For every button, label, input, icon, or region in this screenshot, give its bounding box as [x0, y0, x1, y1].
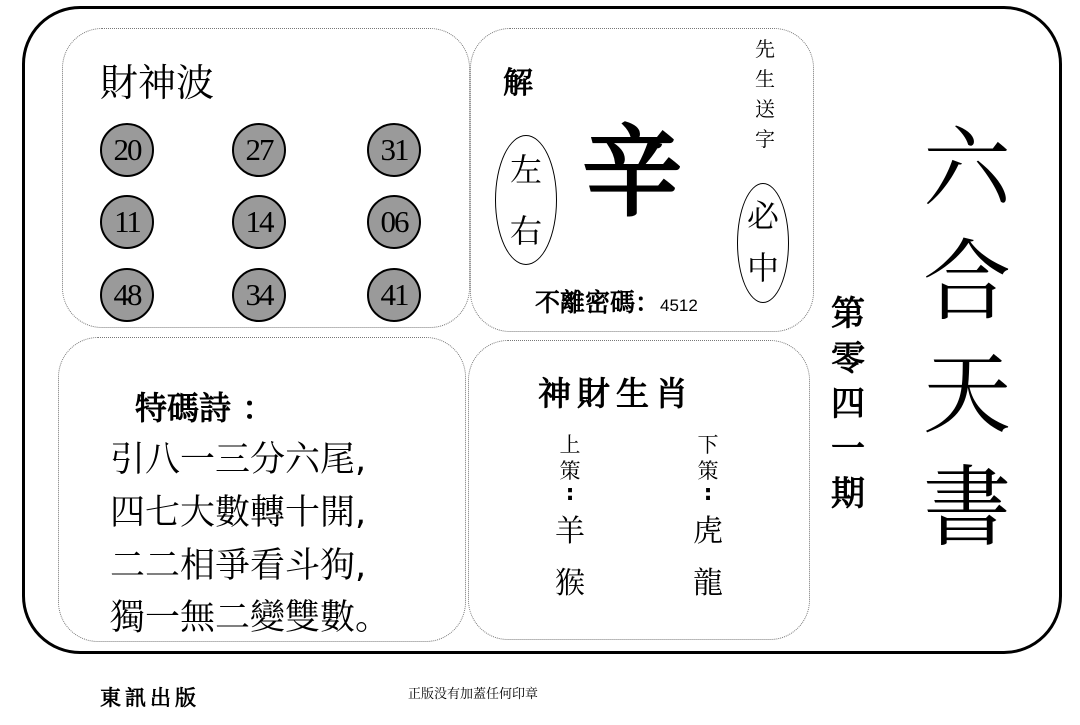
number-ball: 20: [100, 123, 154, 177]
publisher: 東訊出版: [100, 686, 200, 710]
number-ball: 27: [232, 123, 286, 177]
poem-line: 獨一無二變雙數。: [110, 598, 391, 638]
number-ball: 41: [367, 268, 421, 322]
oval-right-char: 右: [509, 212, 542, 250]
poem-line: 引八一三分六尾,: [110, 440, 367, 480]
mima-value: 4512: [660, 296, 698, 315]
mima-label: 不離密碼：: [535, 288, 661, 317]
poem-line: 二二相爭看斗狗,: [110, 546, 367, 586]
oval-left-char: 左: [509, 151, 542, 189]
shengxiao-title: 神財生肖: [538, 374, 694, 413]
caishen-title: 財神波: [100, 61, 215, 105]
vertical-text: 先 生 送 字: [755, 37, 775, 151]
poem-line: 四七大數轉十開,: [110, 493, 367, 533]
number-ball: 14: [232, 195, 286, 249]
poem-title: 特碼詩 ：: [135, 389, 275, 427]
number-ball: 06: [367, 195, 421, 249]
notice: 正版没有加蓋任何印章: [408, 687, 539, 702]
upper-strategy: 上 策 : 羊 猴: [555, 433, 585, 601]
jie-label: 解: [503, 66, 533, 101]
main-title: 六 合 天 書: [922, 117, 1011, 559]
number-ball: 34: [232, 268, 286, 322]
number-ball: 48: [100, 268, 154, 322]
main-character: 辛: [582, 114, 682, 231]
number-ball: 31: [367, 123, 421, 177]
mima-line: [535, 283, 698, 319]
bizhong-text: 必 中: [746, 197, 779, 287]
lower-strategy: 下 策 : 虎 龍: [693, 433, 723, 601]
issue-number: 第 零 四 一 期: [831, 294, 865, 514]
number-ball: 11: [100, 195, 154, 249]
